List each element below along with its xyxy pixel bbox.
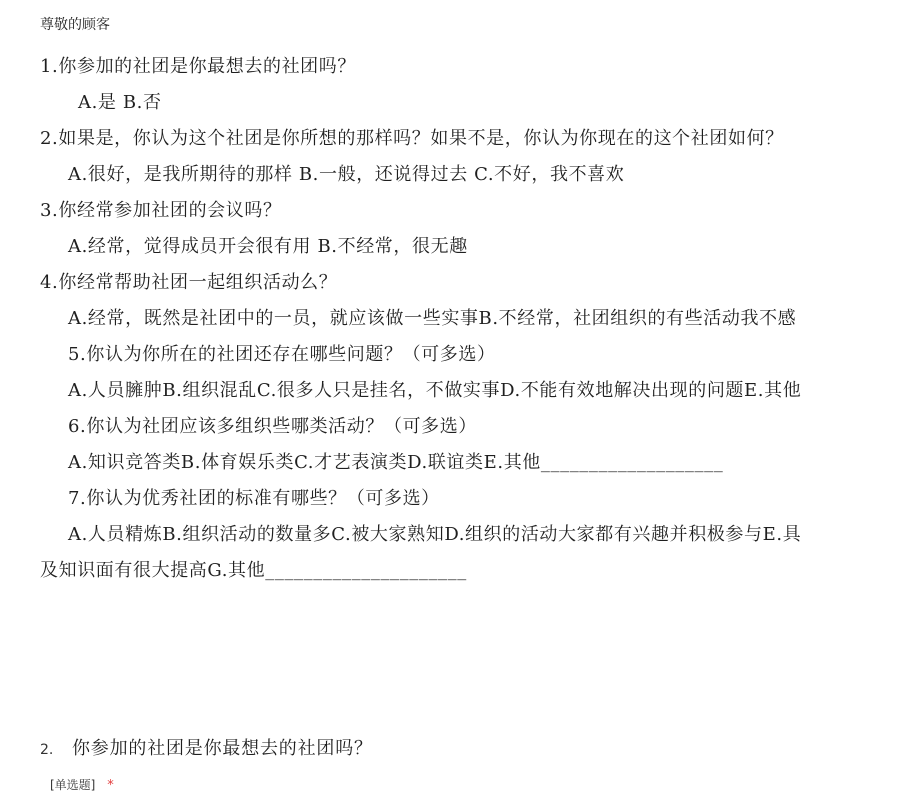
question-7-options-continued: 及知识面有很大提高G.其他_____________________ [40, 560, 467, 581]
question-number: 2. [40, 742, 54, 758]
greeting-text: 尊敬的顾客 [40, 17, 110, 33]
question-4-text: 4.你经常帮助社团一起组织活动么？ [40, 272, 338, 293]
question-6-options: A.知识竞答类B.体育娱乐类C.才艺表演类D.联谊类E.其他___________________ [68, 452, 724, 473]
question-1-options: A.是 B.否 [78, 92, 162, 113]
question-4-options: A.经常，既然是社团中的一员，就应该做一些实事B.不经常，社团组织的有些活动我不感 [68, 308, 797, 329]
survey-question-card [40, 734, 860, 793]
survey-text-block [40, 52, 900, 592]
required-asterisk: * [107, 778, 114, 793]
question-2-text: 2.如果是，你认为这个社团是你所想的那样吗？如果不是，你认为你现在的这个社团如何？ [40, 128, 784, 149]
question-3-options: A.经常，觉得成员开会很有用 B.不经常，很无趣 [68, 236, 468, 257]
question-meta [50, 776, 860, 793]
question-7-text: 7.你认为优秀社团的标准有哪些？（可多选） [68, 488, 440, 509]
question-title: 你参加的社团是你最想去的社团吗？ [72, 738, 373, 759]
question-1-text: 1.你参加的社团是你最想去的社团吗？ [40, 56, 356, 77]
question-2-options: A.很好，是我所期待的那样 B.一般，还说得过去 C.不好，我不喜欢 [68, 164, 625, 185]
question-3-text: 3.你经常参加社团的会议吗？ [40, 200, 282, 221]
question-header [40, 734, 860, 764]
question-type-label: [单选题] [50, 778, 96, 792]
question-7-options: A.人员精炼B.组织活动的数量多C.被大家熟知D.组织的活动大家都有兴趣并积极参与E.具 [68, 524, 802, 545]
question-6-text: 6.你认为社团应该多组织些哪类活动？（可多选） [68, 416, 477, 437]
question-5-text: 5.你认为你所在的社团还存在哪些问题？（可多选） [68, 344, 496, 365]
question-5-options: A.人员臃肿B.组织混乱C.很多人只是挂名，不做实事D.不能有效地解决出现的问题E.其他 [68, 380, 802, 401]
